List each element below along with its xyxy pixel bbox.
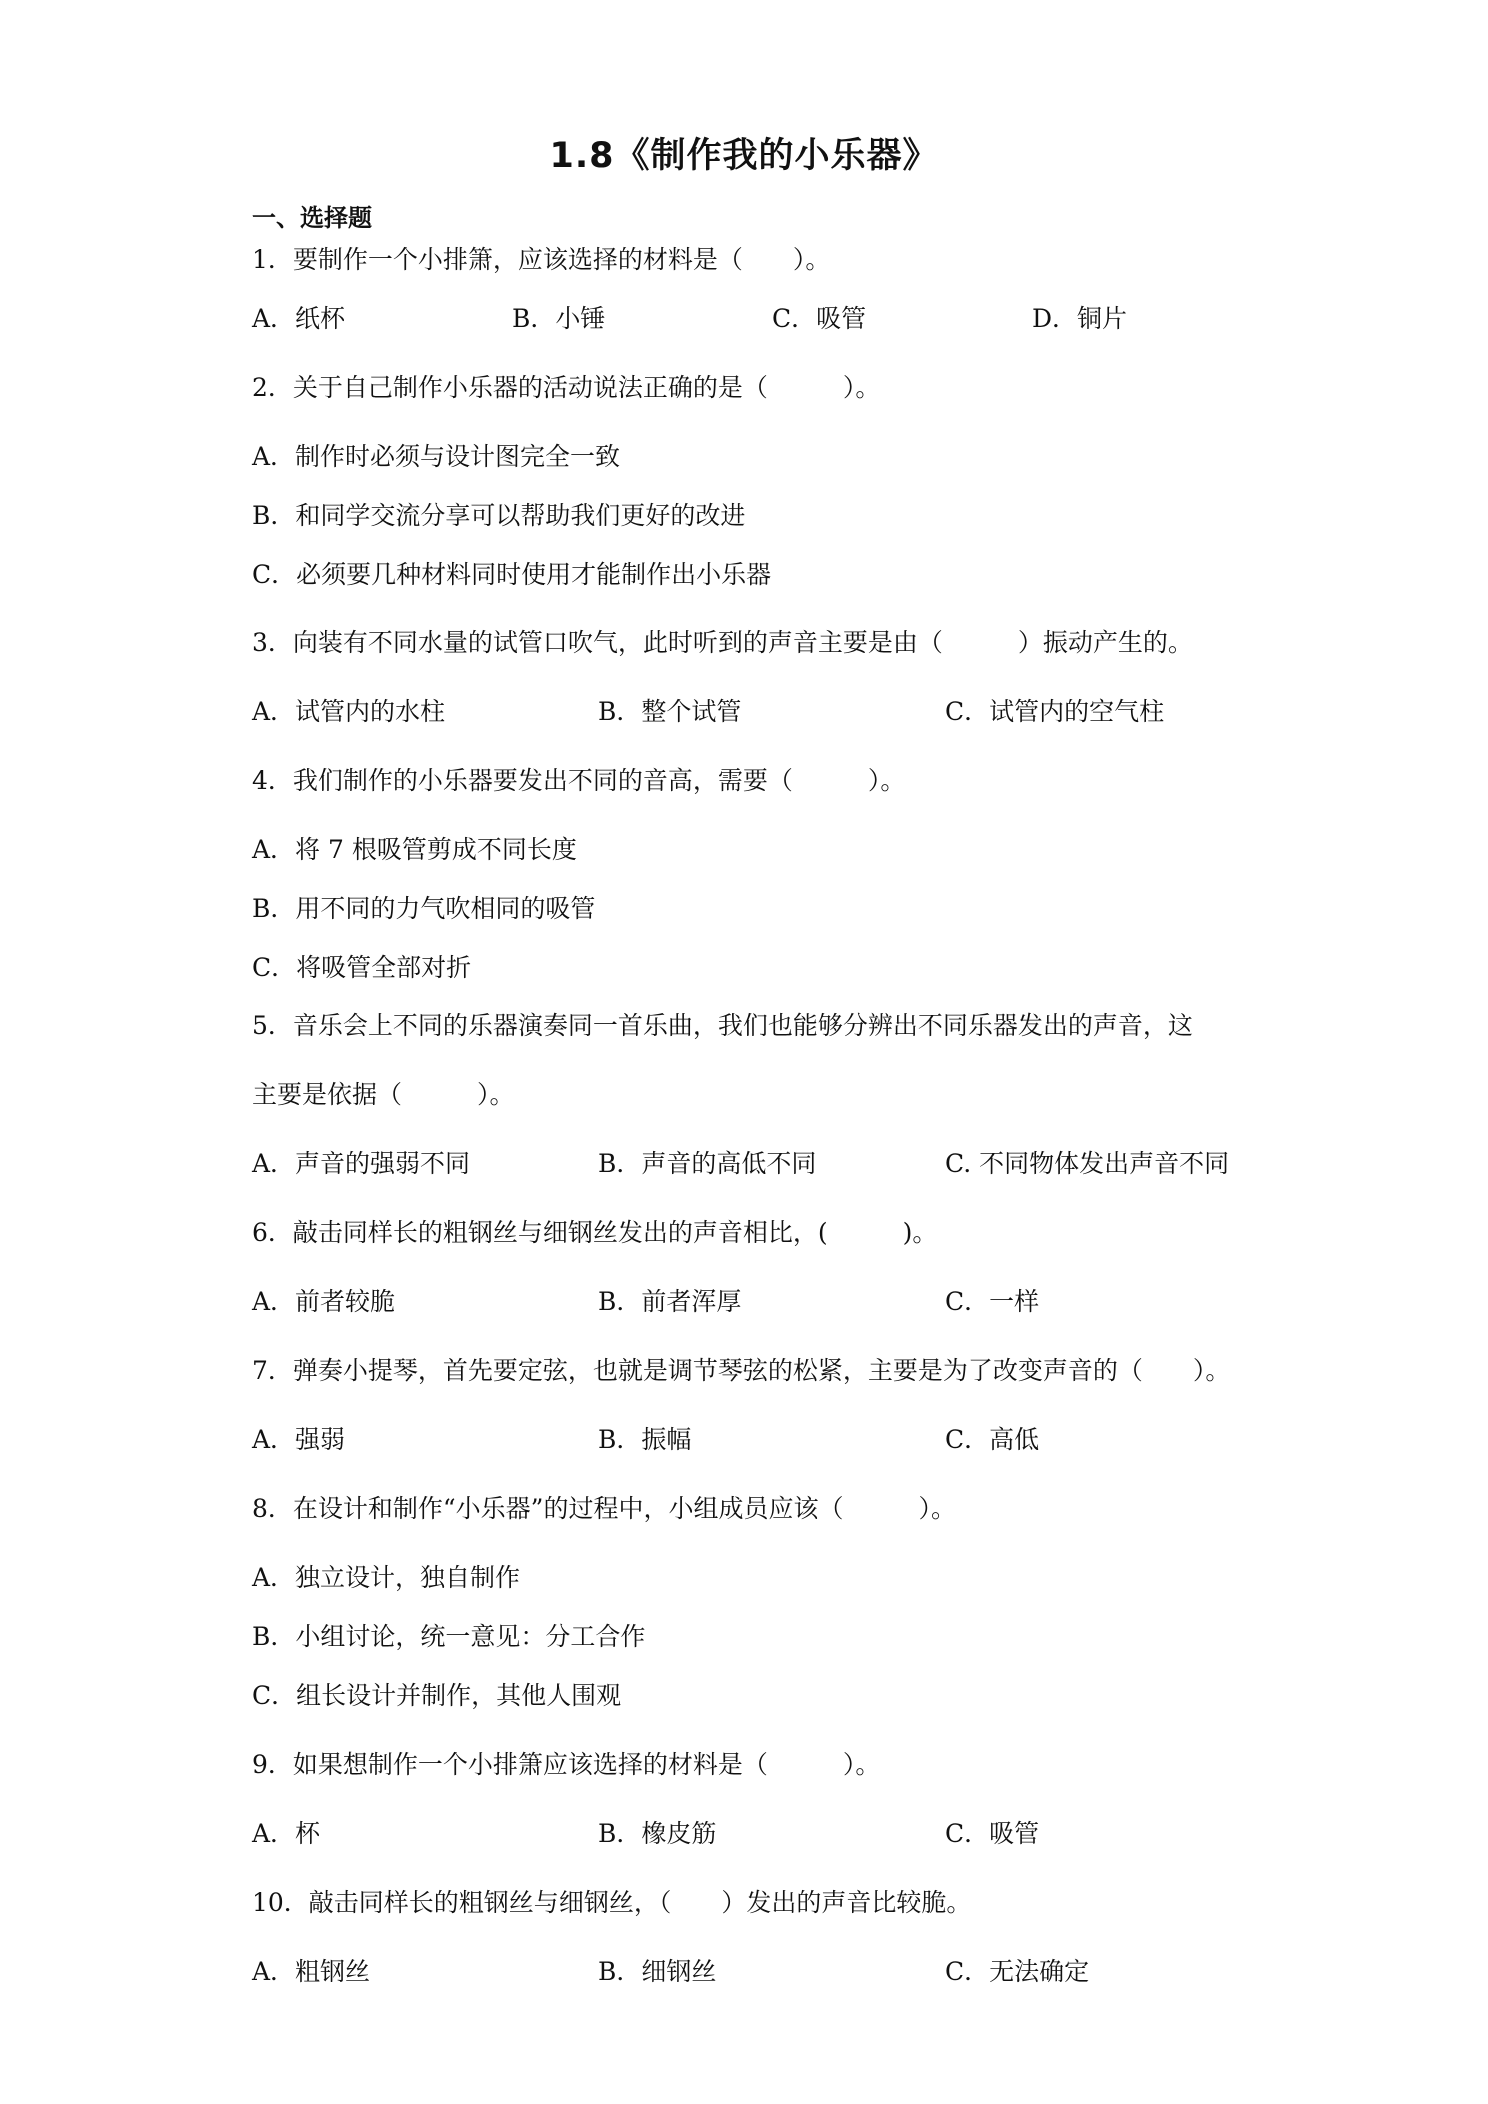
question-5: 5．音乐会上不同的乐器演奏同一首乐曲，我们也能够分辨出不同乐器发出的声音，这	[252, 1011, 1193, 1040]
q2-option-a[interactable]: A．制作时必须与设计图完全一致	[252, 442, 621, 471]
q4-option-c[interactable]: C．将吸管全部对折	[252, 953, 472, 982]
q8-option-a[interactable]: A．独立设计，独自制作	[252, 1563, 521, 1592]
q5-option-c[interactable]: C. 不同物体发出声音不同	[945, 1149, 1230, 1178]
q6-option-c[interactable]: C．一样	[945, 1287, 1040, 1316]
q2-option-b[interactable]: B．和同学交流分享可以帮助我们更好的改进	[252, 501, 746, 530]
q1-option-d[interactable]: D．铜片	[1032, 304, 1128, 333]
q7-option-a[interactable]: A．强弱	[252, 1425, 346, 1454]
q2-option-c[interactable]: C．必须要几种材料同时使用才能制作出小乐器	[252, 560, 772, 589]
question-6: 6．敲击同样长的粗钢丝与细钢丝发出的声音相比，( )。	[252, 1218, 938, 1247]
q1-option-b[interactable]: B．小锤	[512, 304, 606, 333]
q8-option-c[interactable]: C．组长设计并制作，其他人围观	[252, 1681, 622, 1710]
question-9: 9．如果想制作一个小排箫应该选择的材料是（ ）。	[252, 1750, 881, 1779]
q6-option-a[interactable]: A．前者较脆	[252, 1287, 396, 1316]
question-4: 4．我们制作的小乐器要发出不同的音高，需要（ ）。	[252, 766, 906, 795]
q10-option-c[interactable]: C．无法确定	[945, 1957, 1090, 1986]
q9-option-c[interactable]: C．吸管	[945, 1819, 1040, 1848]
question-10: 10．敲击同样长的粗钢丝与细钢丝，（ ）发出的声音比较脆。	[252, 1888, 972, 1917]
question-2: 2．关于自己制作小乐器的活动说法正确的是（ ）。	[252, 373, 881, 402]
question-7: 7．弹奏小提琴，首先要定弦，也就是调节琴弦的松紧，主要是为了改变声音的（ ）。	[252, 1356, 1231, 1385]
q1-option-a[interactable]: A．纸杯	[252, 304, 346, 333]
q6-option-b[interactable]: B．前者浑厚	[598, 1287, 742, 1316]
q7-option-b[interactable]: B．振幅	[598, 1425, 692, 1454]
q10-option-b[interactable]: B．细钢丝	[598, 1957, 717, 1986]
q1-option-c[interactable]: C．吸管	[772, 304, 867, 333]
question-5-continued: 主要是依据（ ）。	[252, 1080, 515, 1109]
q4-option-a[interactable]: A．将 7 根吸管剪成不同长度	[252, 835, 577, 864]
q9-option-a[interactable]: A．杯	[252, 1819, 321, 1848]
section-heading: 一、选择题	[252, 204, 372, 232]
q3-option-c[interactable]: C．试管内的空气柱	[945, 697, 1165, 726]
q5-option-b[interactable]: B．声音的高低不同	[598, 1149, 817, 1178]
q3-option-b[interactable]: B．整个试管	[598, 697, 742, 726]
q7-option-c[interactable]: C．高低	[945, 1425, 1040, 1454]
question-8: 8．在设计和制作“小乐器”的过程中，小组成员应该（ ）。	[252, 1494, 956, 1523]
q9-option-b[interactable]: B．橡皮筋	[598, 1819, 717, 1848]
q10-option-a[interactable]: A．粗钢丝	[252, 1957, 371, 1986]
question-3: 3．向装有不同水量的试管口吹气，此时听到的声音主要是由（ ）振动产生的。	[252, 628, 1193, 657]
q4-option-b[interactable]: B．用不同的力气吹相同的吸管	[252, 894, 596, 923]
page-title: 1.8《制作我的小乐器》	[549, 136, 939, 176]
q3-option-a[interactable]: A．试管内的水柱	[252, 697, 446, 726]
q8-option-b[interactable]: B．小组讨论，统一意见：分工合作	[252, 1622, 646, 1651]
question-1: 1．要制作一个小排箫，应该选择的材料是（ ）。	[252, 245, 831, 274]
q5-option-a[interactable]: A．声音的强弱不同	[252, 1149, 471, 1178]
